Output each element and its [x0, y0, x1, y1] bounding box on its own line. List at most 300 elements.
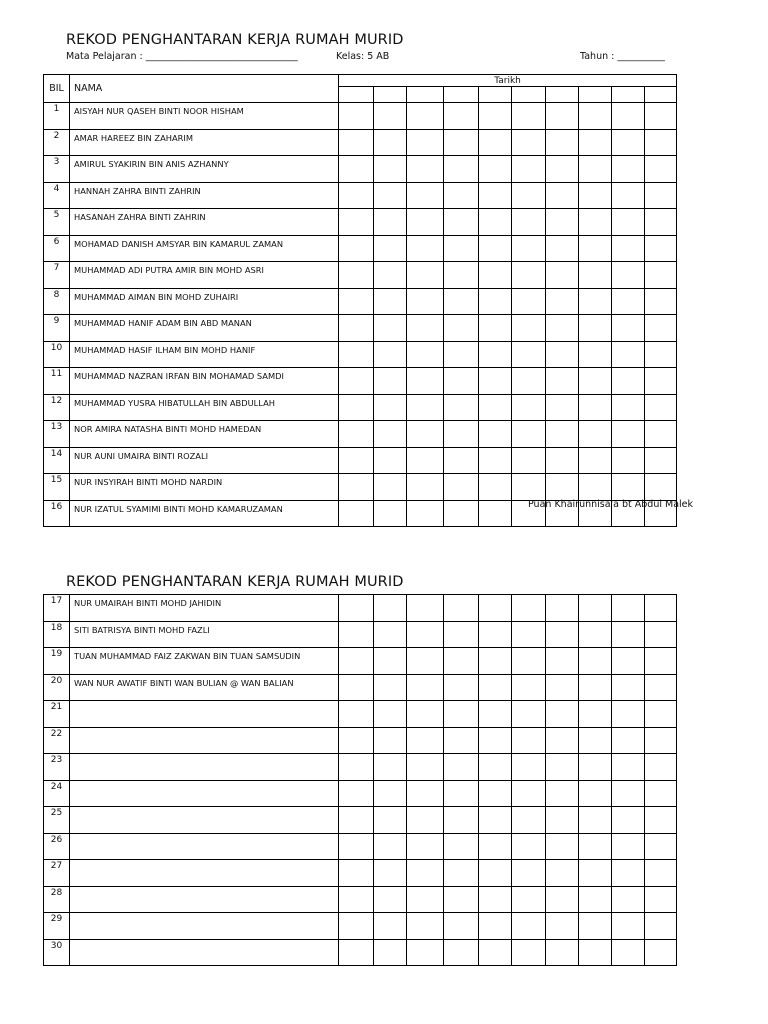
submission-cell[interactable] [444, 674, 479, 701]
submission-cell[interactable] [444, 754, 479, 781]
submission-cell[interactable] [444, 341, 479, 368]
date-header-cell[interactable] [612, 87, 645, 103]
submission-cell[interactable] [374, 939, 407, 966]
submission-cell[interactable] [339, 288, 374, 315]
submission-cell[interactable] [339, 447, 374, 474]
submission-cell[interactable] [339, 209, 374, 236]
submission-cell[interactable] [444, 262, 479, 289]
submission-cell[interactable] [479, 727, 512, 754]
submission-cell[interactable] [645, 368, 677, 395]
submission-cell[interactable] [407, 315, 444, 342]
submission-cell[interactable] [479, 103, 512, 130]
submission-cell[interactable] [579, 621, 612, 648]
submission-cell[interactable] [512, 754, 546, 781]
submission-cell[interactable] [339, 182, 374, 209]
submission-cell[interactable] [512, 209, 546, 236]
submission-cell[interactable] [546, 701, 579, 728]
submission-cell[interactable] [546, 807, 579, 834]
submission-cell[interactable] [374, 368, 407, 395]
submission-cell[interactable] [374, 447, 407, 474]
submission-cell[interactable] [546, 780, 579, 807]
submission-cell[interactable] [374, 674, 407, 701]
submission-cell[interactable] [444, 621, 479, 648]
submission-cell[interactable] [407, 447, 444, 474]
submission-cell[interactable] [444, 595, 479, 622]
submission-cell[interactable] [612, 474, 645, 501]
submission-cell[interactable] [645, 288, 677, 315]
submission-cell[interactable] [374, 103, 407, 130]
submission-cell[interactable] [612, 701, 645, 728]
submission-cell[interactable] [407, 727, 444, 754]
submission-cell[interactable] [444, 727, 479, 754]
submission-cell[interactable] [374, 341, 407, 368]
date-header-cell[interactable] [546, 87, 579, 103]
submission-cell[interactable] [339, 500, 374, 527]
submission-cell[interactable] [479, 860, 512, 887]
submission-cell[interactable] [579, 209, 612, 236]
submission-cell[interactable] [407, 648, 444, 675]
submission-cell[interactable] [546, 288, 579, 315]
submission-cell[interactable] [645, 156, 677, 183]
submission-cell[interactable] [374, 288, 407, 315]
date-header-cell[interactable] [645, 87, 677, 103]
submission-cell[interactable] [612, 288, 645, 315]
submission-cell[interactable] [444, 447, 479, 474]
submission-cell[interactable] [479, 182, 512, 209]
submission-cell[interactable] [546, 103, 579, 130]
submission-cell[interactable] [479, 674, 512, 701]
submission-cell[interactable] [374, 595, 407, 622]
submission-cell[interactable] [407, 621, 444, 648]
submission-cell[interactable] [374, 727, 407, 754]
submission-cell[interactable] [612, 939, 645, 966]
date-header-cell[interactable] [374, 87, 407, 103]
submission-cell[interactable] [407, 209, 444, 236]
submission-cell[interactable] [512, 701, 546, 728]
submission-cell[interactable] [479, 595, 512, 622]
submission-cell[interactable] [512, 913, 546, 940]
submission-cell[interactable] [407, 860, 444, 887]
submission-cell[interactable] [339, 780, 374, 807]
submission-cell[interactable] [374, 833, 407, 860]
submission-cell[interactable] [612, 754, 645, 781]
submission-cell[interactable] [444, 913, 479, 940]
submission-cell[interactable] [612, 209, 645, 236]
submission-cell[interactable] [407, 913, 444, 940]
submission-cell[interactable] [645, 886, 677, 913]
submission-cell[interactable] [579, 182, 612, 209]
submission-cell[interactable] [479, 315, 512, 342]
submission-cell[interactable] [444, 209, 479, 236]
submission-cell[interactable] [407, 235, 444, 262]
submission-cell[interactable] [645, 754, 677, 781]
submission-cell[interactable] [374, 886, 407, 913]
submission-cell[interactable] [479, 129, 512, 156]
submission-cell[interactable] [512, 833, 546, 860]
submission-cell[interactable] [374, 860, 407, 887]
submission-cell[interactable] [339, 860, 374, 887]
submission-cell[interactable] [579, 674, 612, 701]
submission-cell[interactable] [612, 315, 645, 342]
submission-cell[interactable] [479, 235, 512, 262]
submission-cell[interactable] [374, 262, 407, 289]
submission-cell[interactable] [512, 595, 546, 622]
submission-cell[interactable] [612, 235, 645, 262]
submission-cell[interactable] [579, 341, 612, 368]
submission-cell[interactable] [645, 421, 677, 448]
submission-cell[interactable] [645, 235, 677, 262]
submission-cell[interactable] [512, 780, 546, 807]
submission-cell[interactable] [339, 674, 374, 701]
submission-cell[interactable] [374, 394, 407, 421]
submission-cell[interactable] [546, 156, 579, 183]
submission-cell[interactable] [339, 474, 374, 501]
submission-cell[interactable] [546, 754, 579, 781]
submission-cell[interactable] [444, 780, 479, 807]
submission-cell[interactable] [579, 447, 612, 474]
submission-cell[interactable] [374, 500, 407, 527]
submission-cell[interactable] [579, 421, 612, 448]
submission-cell[interactable] [479, 648, 512, 675]
submission-cell[interactable] [407, 939, 444, 966]
submission-cell[interactable] [579, 595, 612, 622]
submission-cell[interactable] [546, 833, 579, 860]
submission-cell[interactable] [512, 447, 546, 474]
submission-cell[interactable] [407, 368, 444, 395]
submission-cell[interactable] [374, 780, 407, 807]
submission-cell[interactable] [546, 182, 579, 209]
submission-cell[interactable] [339, 886, 374, 913]
submission-cell[interactable] [374, 315, 407, 342]
submission-cell[interactable] [339, 621, 374, 648]
submission-cell[interactable] [339, 235, 374, 262]
submission-cell[interactable] [444, 421, 479, 448]
submission-cell[interactable] [546, 621, 579, 648]
submission-cell[interactable] [645, 595, 677, 622]
submission-cell[interactable] [339, 262, 374, 289]
submission-cell[interactable] [512, 262, 546, 289]
submission-cell[interactable] [339, 727, 374, 754]
submission-cell[interactable] [444, 315, 479, 342]
submission-cell[interactable] [339, 368, 374, 395]
submission-cell[interactable] [546, 474, 579, 501]
submission-cell[interactable] [612, 368, 645, 395]
submission-cell[interactable] [612, 807, 645, 834]
submission-cell[interactable] [407, 156, 444, 183]
submission-cell[interactable] [612, 447, 645, 474]
submission-cell[interactable] [444, 807, 479, 834]
submission-cell[interactable] [579, 780, 612, 807]
submission-cell[interactable] [546, 209, 579, 236]
submission-cell[interactable] [512, 368, 546, 395]
submission-cell[interactable] [479, 780, 512, 807]
submission-cell[interactable] [645, 129, 677, 156]
submission-cell[interactable] [645, 939, 677, 966]
submission-cell[interactable] [374, 701, 407, 728]
submission-cell[interactable] [339, 129, 374, 156]
submission-cell[interactable] [512, 421, 546, 448]
submission-cell[interactable] [407, 421, 444, 448]
submission-cell[interactable] [645, 674, 677, 701]
submission-cell[interactable] [512, 315, 546, 342]
submission-cell[interactable] [612, 913, 645, 940]
submission-cell[interactable] [479, 209, 512, 236]
submission-cell[interactable] [479, 421, 512, 448]
submission-cell[interactable] [479, 341, 512, 368]
submission-cell[interactable] [645, 780, 677, 807]
submission-cell[interactable] [612, 156, 645, 183]
submission-cell[interactable] [546, 939, 579, 966]
submission-cell[interactable] [407, 474, 444, 501]
submission-cell[interactable] [612, 621, 645, 648]
submission-cell[interactable] [612, 860, 645, 887]
submission-cell[interactable] [444, 235, 479, 262]
submission-cell[interactable] [579, 648, 612, 675]
submission-cell[interactable] [512, 288, 546, 315]
submission-cell[interactable] [444, 129, 479, 156]
submission-cell[interactable] [339, 595, 374, 622]
date-header-cell[interactable] [479, 87, 512, 103]
submission-cell[interactable] [579, 860, 612, 887]
submission-cell[interactable] [645, 315, 677, 342]
submission-cell[interactable] [407, 262, 444, 289]
submission-cell[interactable] [407, 754, 444, 781]
submission-cell[interactable] [645, 447, 677, 474]
submission-cell[interactable] [479, 833, 512, 860]
submission-cell[interactable] [512, 807, 546, 834]
submission-cell[interactable] [579, 833, 612, 860]
submission-cell[interactable] [339, 315, 374, 342]
date-header-cell[interactable] [339, 87, 374, 103]
submission-cell[interactable] [479, 886, 512, 913]
submission-cell[interactable] [512, 474, 546, 501]
submission-cell[interactable] [546, 262, 579, 289]
submission-cell[interactable] [546, 394, 579, 421]
submission-cell[interactable] [579, 235, 612, 262]
submission-cell[interactable] [339, 913, 374, 940]
submission-cell[interactable] [612, 780, 645, 807]
submission-cell[interactable] [479, 156, 512, 183]
submission-cell[interactable] [612, 129, 645, 156]
submission-cell[interactable] [512, 341, 546, 368]
submission-cell[interactable] [645, 833, 677, 860]
submission-cell[interactable] [407, 701, 444, 728]
submission-cell[interactable] [339, 754, 374, 781]
submission-cell[interactable] [512, 103, 546, 130]
submission-cell[interactable] [407, 886, 444, 913]
submission-cell[interactable] [512, 674, 546, 701]
submission-cell[interactable] [374, 621, 407, 648]
submission-cell[interactable] [512, 648, 546, 675]
submission-cell[interactable] [339, 394, 374, 421]
submission-cell[interactable] [479, 394, 512, 421]
submission-cell[interactable] [374, 754, 407, 781]
submission-cell[interactable] [579, 103, 612, 130]
submission-cell[interactable] [407, 341, 444, 368]
submission-cell[interactable] [645, 860, 677, 887]
submission-cell[interactable] [612, 103, 645, 130]
submission-cell[interactable] [645, 913, 677, 940]
submission-cell[interactable] [407, 807, 444, 834]
submission-cell[interactable] [645, 182, 677, 209]
submission-cell[interactable] [546, 727, 579, 754]
submission-cell[interactable] [444, 103, 479, 130]
submission-cell[interactable] [374, 474, 407, 501]
submission-cell[interactable] [374, 129, 407, 156]
submission-cell[interactable] [339, 421, 374, 448]
submission-cell[interactable] [579, 129, 612, 156]
submission-cell[interactable] [546, 368, 579, 395]
submission-cell[interactable] [339, 939, 374, 966]
submission-cell[interactable] [374, 209, 407, 236]
submission-cell[interactable] [645, 474, 677, 501]
submission-cell[interactable] [546, 341, 579, 368]
submission-cell[interactable] [339, 341, 374, 368]
submission-cell[interactable] [612, 648, 645, 675]
submission-cell[interactable] [407, 182, 444, 209]
submission-cell[interactable] [579, 939, 612, 966]
submission-cell[interactable] [339, 833, 374, 860]
submission-cell[interactable] [407, 780, 444, 807]
submission-cell[interactable] [612, 262, 645, 289]
submission-cell[interactable] [339, 156, 374, 183]
submission-cell[interactable] [645, 341, 677, 368]
submission-cell[interactable] [645, 648, 677, 675]
date-header-cell[interactable] [407, 87, 444, 103]
submission-cell[interactable] [407, 288, 444, 315]
submission-cell[interactable] [444, 833, 479, 860]
submission-cell[interactable] [579, 807, 612, 834]
submission-cell[interactable] [546, 860, 579, 887]
submission-cell[interactable] [546, 421, 579, 448]
submission-cell[interactable] [444, 288, 479, 315]
submission-cell[interactable] [407, 833, 444, 860]
submission-cell[interactable] [579, 754, 612, 781]
submission-cell[interactable] [479, 754, 512, 781]
submission-cell[interactable] [579, 262, 612, 289]
submission-cell[interactable] [374, 156, 407, 183]
submission-cell[interactable] [444, 368, 479, 395]
submission-cell[interactable] [546, 674, 579, 701]
submission-cell[interactable] [339, 807, 374, 834]
submission-cell[interactable] [407, 674, 444, 701]
submission-cell[interactable] [479, 807, 512, 834]
submission-cell[interactable] [444, 394, 479, 421]
submission-cell[interactable] [546, 913, 579, 940]
submission-cell[interactable] [444, 860, 479, 887]
submission-cell[interactable] [444, 939, 479, 966]
submission-cell[interactable] [546, 235, 579, 262]
submission-cell[interactable] [579, 394, 612, 421]
submission-cell[interactable] [612, 595, 645, 622]
submission-cell[interactable] [444, 474, 479, 501]
submission-cell[interactable] [645, 262, 677, 289]
submission-cell[interactable] [479, 262, 512, 289]
submission-cell[interactable] [612, 727, 645, 754]
submission-cell[interactable] [374, 182, 407, 209]
submission-cell[interactable] [444, 500, 479, 527]
submission-cell[interactable] [645, 209, 677, 236]
submission-cell[interactable] [579, 315, 612, 342]
submission-cell[interactable] [374, 648, 407, 675]
submission-cell[interactable] [339, 701, 374, 728]
submission-cell[interactable] [444, 156, 479, 183]
submission-cell[interactable] [612, 341, 645, 368]
submission-cell[interactable] [579, 886, 612, 913]
submission-cell[interactable] [512, 860, 546, 887]
submission-cell[interactable] [612, 674, 645, 701]
submission-cell[interactable] [479, 500, 512, 527]
submission-cell[interactable] [546, 886, 579, 913]
submission-cell[interactable] [444, 701, 479, 728]
submission-cell[interactable] [444, 886, 479, 913]
submission-cell[interactable] [407, 394, 444, 421]
submission-cell[interactable] [339, 648, 374, 675]
submission-cell[interactable] [612, 833, 645, 860]
submission-cell[interactable] [645, 727, 677, 754]
date-header-cell[interactable] [579, 87, 612, 103]
submission-cell[interactable] [339, 103, 374, 130]
submission-cell[interactable] [612, 886, 645, 913]
submission-cell[interactable] [546, 315, 579, 342]
submission-cell[interactable] [407, 129, 444, 156]
submission-cell[interactable] [374, 913, 407, 940]
submission-cell[interactable] [479, 913, 512, 940]
submission-cell[interactable] [512, 939, 546, 966]
submission-cell[interactable] [512, 621, 546, 648]
submission-cell[interactable] [579, 913, 612, 940]
submission-cell[interactable] [479, 368, 512, 395]
date-header-cell[interactable] [512, 87, 546, 103]
submission-cell[interactable] [579, 474, 612, 501]
submission-cell[interactable] [479, 288, 512, 315]
submission-cell[interactable] [374, 235, 407, 262]
submission-cell[interactable] [407, 103, 444, 130]
submission-cell[interactable] [645, 394, 677, 421]
submission-cell[interactable] [645, 701, 677, 728]
submission-cell[interactable] [512, 727, 546, 754]
date-header-cell[interactable] [444, 87, 479, 103]
submission-cell[interactable] [645, 103, 677, 130]
submission-cell[interactable] [512, 129, 546, 156]
submission-cell[interactable] [512, 156, 546, 183]
submission-cell[interactable] [407, 500, 444, 527]
submission-cell[interactable] [479, 939, 512, 966]
submission-cell[interactable] [374, 807, 407, 834]
submission-cell[interactable] [645, 621, 677, 648]
submission-cell[interactable] [512, 182, 546, 209]
submission-cell[interactable] [479, 447, 512, 474]
submission-cell[interactable] [612, 421, 645, 448]
submission-cell[interactable] [512, 235, 546, 262]
submission-cell[interactable] [479, 621, 512, 648]
submission-cell[interactable] [479, 474, 512, 501]
submission-cell[interactable] [645, 807, 677, 834]
submission-cell[interactable] [612, 394, 645, 421]
submission-cell[interactable] [546, 595, 579, 622]
submission-cell[interactable] [546, 447, 579, 474]
submission-cell[interactable] [512, 394, 546, 421]
submission-cell[interactable] [444, 182, 479, 209]
submission-cell[interactable] [546, 648, 579, 675]
submission-cell[interactable] [407, 595, 444, 622]
submission-cell[interactable] [579, 288, 612, 315]
submission-cell[interactable] [374, 421, 407, 448]
submission-cell[interactable] [612, 182, 645, 209]
submission-cell[interactable] [579, 701, 612, 728]
submission-cell[interactable] [546, 129, 579, 156]
submission-cell[interactable] [579, 727, 612, 754]
